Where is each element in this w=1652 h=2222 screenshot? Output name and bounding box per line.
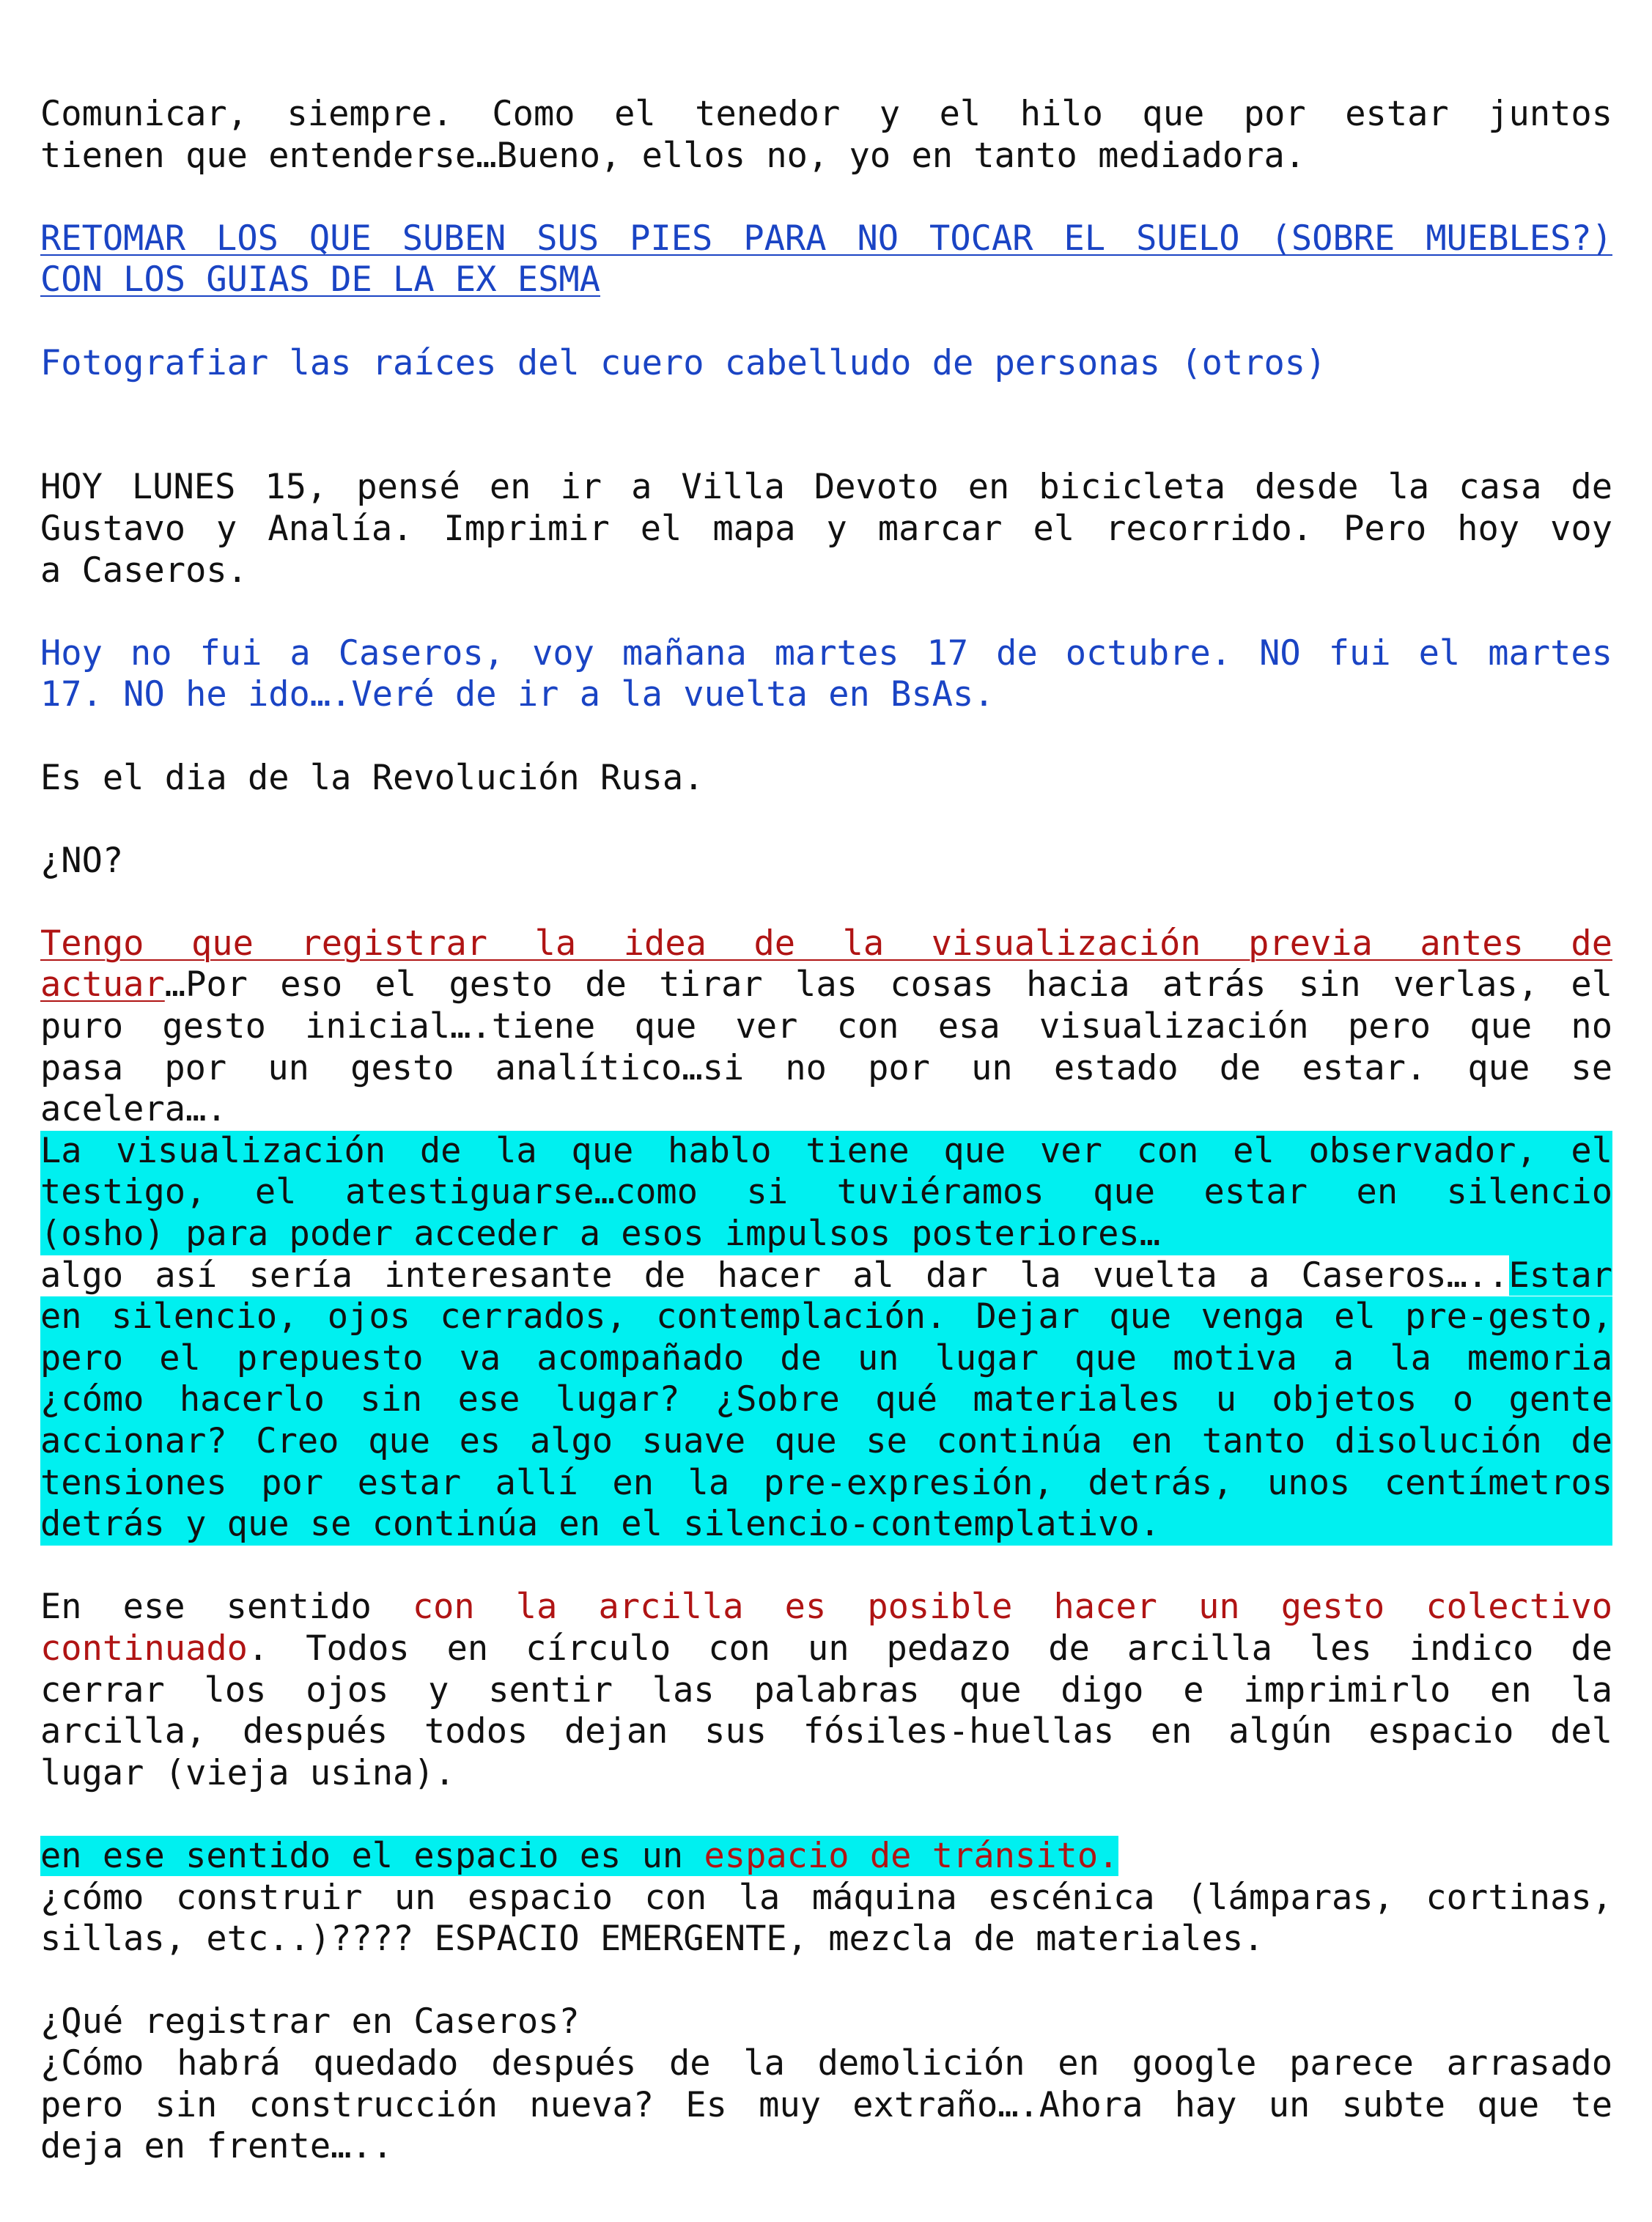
spacer — [40, 177, 1612, 218]
highlight-block-observador — [40, 1131, 1612, 1255]
text-line: En ese sentido — [40, 1587, 413, 1628]
link-text-line[interactable]: RETOMAR LOS QUE SUBEN SUS PIES PARA NO TOCAR EL SUELO (SOBRE MUEBLES?) — [40, 218, 1612, 259]
text-line: ¿Cómo habrá quedado después de la demolición en google parece arrasado — [40, 2042, 1612, 2083]
text-line: . Todos en círculo con un pedazo de arcilla les indico de — [247, 1628, 1612, 1669]
text-line: cerrar los ojos y sentir las palabras que digo e imprimirlo en la — [40, 1669, 1612, 1710]
paragraph-espacio-transito — [40, 1836, 1612, 1960]
paragraph-visualizacion — [40, 923, 1612, 1546]
highlight-block-silencio — [40, 1296, 1612, 1546]
paragraph-fotografiar: Fotografiar las raíces del cuero cabelludo de personas (otros) — [40, 342, 1327, 383]
spacer — [40, 384, 1612, 467]
spacer — [40, 882, 1612, 923]
paragraph-no: ¿NO? — [40, 840, 124, 881]
paragraph-arcilla — [40, 1587, 1612, 1794]
text-line: algo así sería interesante de hacer al dar la vuelta a Caseros….. — [40, 1255, 1509, 1296]
text-line: Hoy no fui a Caseros, voy mañana martes 17 de octubre. NO fui el martes — [40, 632, 1612, 673]
link-text-line[interactable]: CON LOS GUIAS DE LA EX ESMA — [40, 259, 601, 300]
underlined-red-line: Tengo que registrar la idea de la visualización previa antes de — [40, 923, 1612, 964]
text-line: Gustavo y Analía. Imprimir el mapa y marcar el recorrido. Pero hoy voy — [40, 508, 1612, 549]
text-line: lugar (vieja usina). — [40, 1752, 455, 1793]
paragraph-comunicar — [40, 94, 1612, 177]
spacer — [40, 1794, 1612, 1836]
text-line: ¿cómo construir un espacio con la máquina escénica (lámparas, cortinas, — [40, 1877, 1612, 1918]
highlighted-line: detrás y que se continúa en el silencio-contemplativo. — [40, 1504, 1161, 1545]
text-line: tienen que entenderse…Bueno, ellos no, yo en tanto mediadora. — [40, 135, 1306, 176]
text-line: sillas, etc..)???? ESPACIO EMERGENTE, mezcla de materiales. — [40, 1919, 1264, 1960]
text-line: deja en frente….. — [40, 2126, 394, 2167]
red-highlighted-text: espacio de tránsito. — [704, 1835, 1119, 1876]
red-text: continuado — [40, 1628, 248, 1669]
highlighted-line: tensiones por estar allí en la pre-expresión, detrás, unos centímetros — [40, 1462, 1612, 1503]
text-line: acelera…. — [40, 1089, 227, 1130]
text-line: HOY LUNES 15, pensé en ir a Villa Devoto en bicicleta desde la casa de — [40, 467, 1612, 508]
paragraph-hoy-lunes — [40, 467, 1612, 591]
highlighted-line: ¿cómo hacerlo sin ese lugar? ¿Sobre qué materiales u objetos o gente — [40, 1379, 1612, 1420]
text-line: puro gesto inicial….tiene que ver con esa visualización pero que no — [40, 1006, 1612, 1047]
highlighted-line: en silencio, ojos cerrados, contemplación. Dejar que venga el pre-gesto, — [40, 1296, 1612, 1337]
text-line: ¿Qué registrar en Caseros? — [40, 2001, 580, 2042]
spacer — [40, 716, 1612, 758]
highlighted-line: La visualización de la que hablo tiene que ver con el observador, el — [40, 1130, 1612, 1171]
text-line: pasa por un gesto analítico…si no por un estado de estar. que se — [40, 1047, 1612, 1088]
highlighted-line — [40, 1836, 1118, 1876]
text-line: pero sin construcción nueva? Es muy extraño….Ahora hay un subte que te — [40, 2084, 1612, 2125]
spacer — [40, 799, 1612, 841]
paragraph-revolucion: Es el dia de la Revolución Rusa. — [40, 757, 704, 798]
text-line: Comunicar, siempre. Como el tenedor y el hilo que por estar juntos — [40, 94, 1612, 134]
highlighted-word: Estar — [1508, 1255, 1612, 1296]
highlighted-line: testigo, el atestiguarse…como si tuviéramos que estar en silencio — [40, 1172, 1612, 1213]
red-text: con la arcilla es posible hacer un gesto colectivo — [412, 1587, 1612, 1628]
document-page — [40, 94, 1612, 2168]
paragraph-hoy-no-fui — [40, 633, 1612, 716]
underlined-red-word: actuar — [40, 964, 165, 1005]
spacer — [40, 1960, 1612, 2002]
highlighted-text: en ese sentido el espacio es un — [40, 1835, 704, 1876]
highlighted-line: pero el prepuesto va acompañado de un lugar que motiva a la memoria — [40, 1337, 1612, 1378]
text-line: …Por eso el gesto de tirar las cosas hacia atrás sin verlas, el — [164, 964, 1612, 1005]
highlighted-line: accionar? Creo que es algo suave que se continúa en tanto disolución de — [40, 1421, 1612, 1461]
text-line: arcilla, después todos dejan sus fósiles-huellas en algún espacio del — [40, 1711, 1612, 1752]
spacer — [40, 591, 1612, 633]
spacer — [40, 301, 1612, 343]
text-line: a Caseros. — [40, 550, 248, 591]
highlighted-line: (osho) para poder acceder a esos impulsos posteriores… — [40, 1214, 1161, 1255]
paragraph-retomar-link[interactable] — [40, 218, 1612, 301]
spacer — [40, 1546, 1612, 1587]
text-line: 17. NO he ido….Veré de ir a la vuelta en BsAs. — [40, 674, 995, 715]
paragraph-que-registrar — [40, 2001, 1612, 2167]
